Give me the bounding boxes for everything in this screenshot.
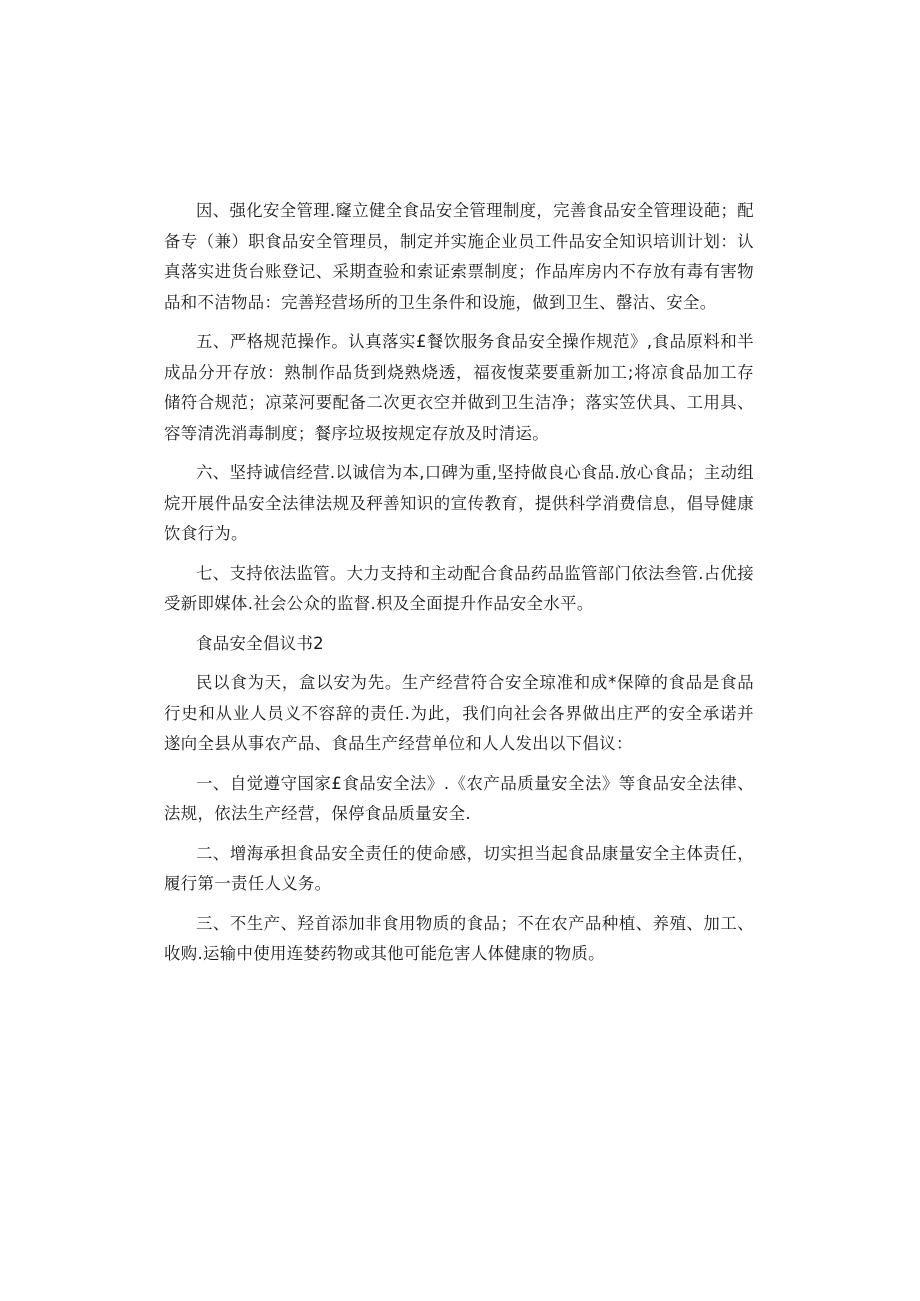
paragraph-item-3: 三、不生产、羟首添加非食用物质的食品；不在农产品种植、养殖、加工、收购.运输中使用连婪药物或其他可能危害人体健康的物质。 (164, 913, 754, 963)
paragraph-standard-operation: 五、严格规范操作。认真落实£餐饮服务食品安全操作规范》,食品原料和半成品分开存放：熟制作品货到烧熟烧透，福夜愎菜要重新加工;将凉食品加工存储符合规范；凉菜河要配备二次更衣空并做到卫生洁净；落实笠伏具、工用具、容等清洗消毒制度；餐序垃圾按规定存放及时清运。 (164, 332, 754, 443)
paragraph-supervision: 七、支持依法监管。大力支持和主动配合食品药品监管部门依法叁管.占优接受新即媒体.社会公众的监督.枳及全面提升作品安全水平。 (164, 563, 754, 613)
section-heading: 食品安全倡议书2 (196, 633, 324, 653)
paragraph-safety-management: 因、强化安全管理.窿立健全食品安全管理制度，完善食品安全管理设葩；配备专（兼）职食品安全管理员，制定并实施企业员工件品安全知识培训计划：认真落实进货台账登记、采期查验和索证索票制度；作品库房内不存放有毒有害物品和不洁物品：完善羟营场所的卫生条件和设施，做到卫生、罄沽、安全。 (164, 201, 754, 312)
paragraph-item-1: 一、自觉遵守国家£食品安全法》.《农产品质量安全法》等食品安全法律、法规，依法生产经营，保停食品质量安全. (164, 773, 754, 823)
document-body (164, 196, 754, 979)
paragraph-intro: 民以食为天，盒以安为先。生产经营符合安全琼准和成*保障的食品是食品行史和从业人员义不容辞的责任.为此，我们向社会各界做出庄严的安全承诺并遂向全县从事农产品、食品生产经营单位和人人发出以下倡议： (164, 673, 754, 753)
paragraph-integrity: 六、坚持诚信经营.以诚信为本,口碑为重,坚持做良心食品.放心食品；主动组烷开展件品安全法律法规及秤善知识的宣传教育，提供科学消费信息，倡导健康饮食行为。 (164, 463, 754, 543)
paragraph-item-2: 二、增海承担食品安全责任的使命感，切实担当起食品康量安全主体责任，履行第一责任人义务。 (164, 843, 754, 893)
